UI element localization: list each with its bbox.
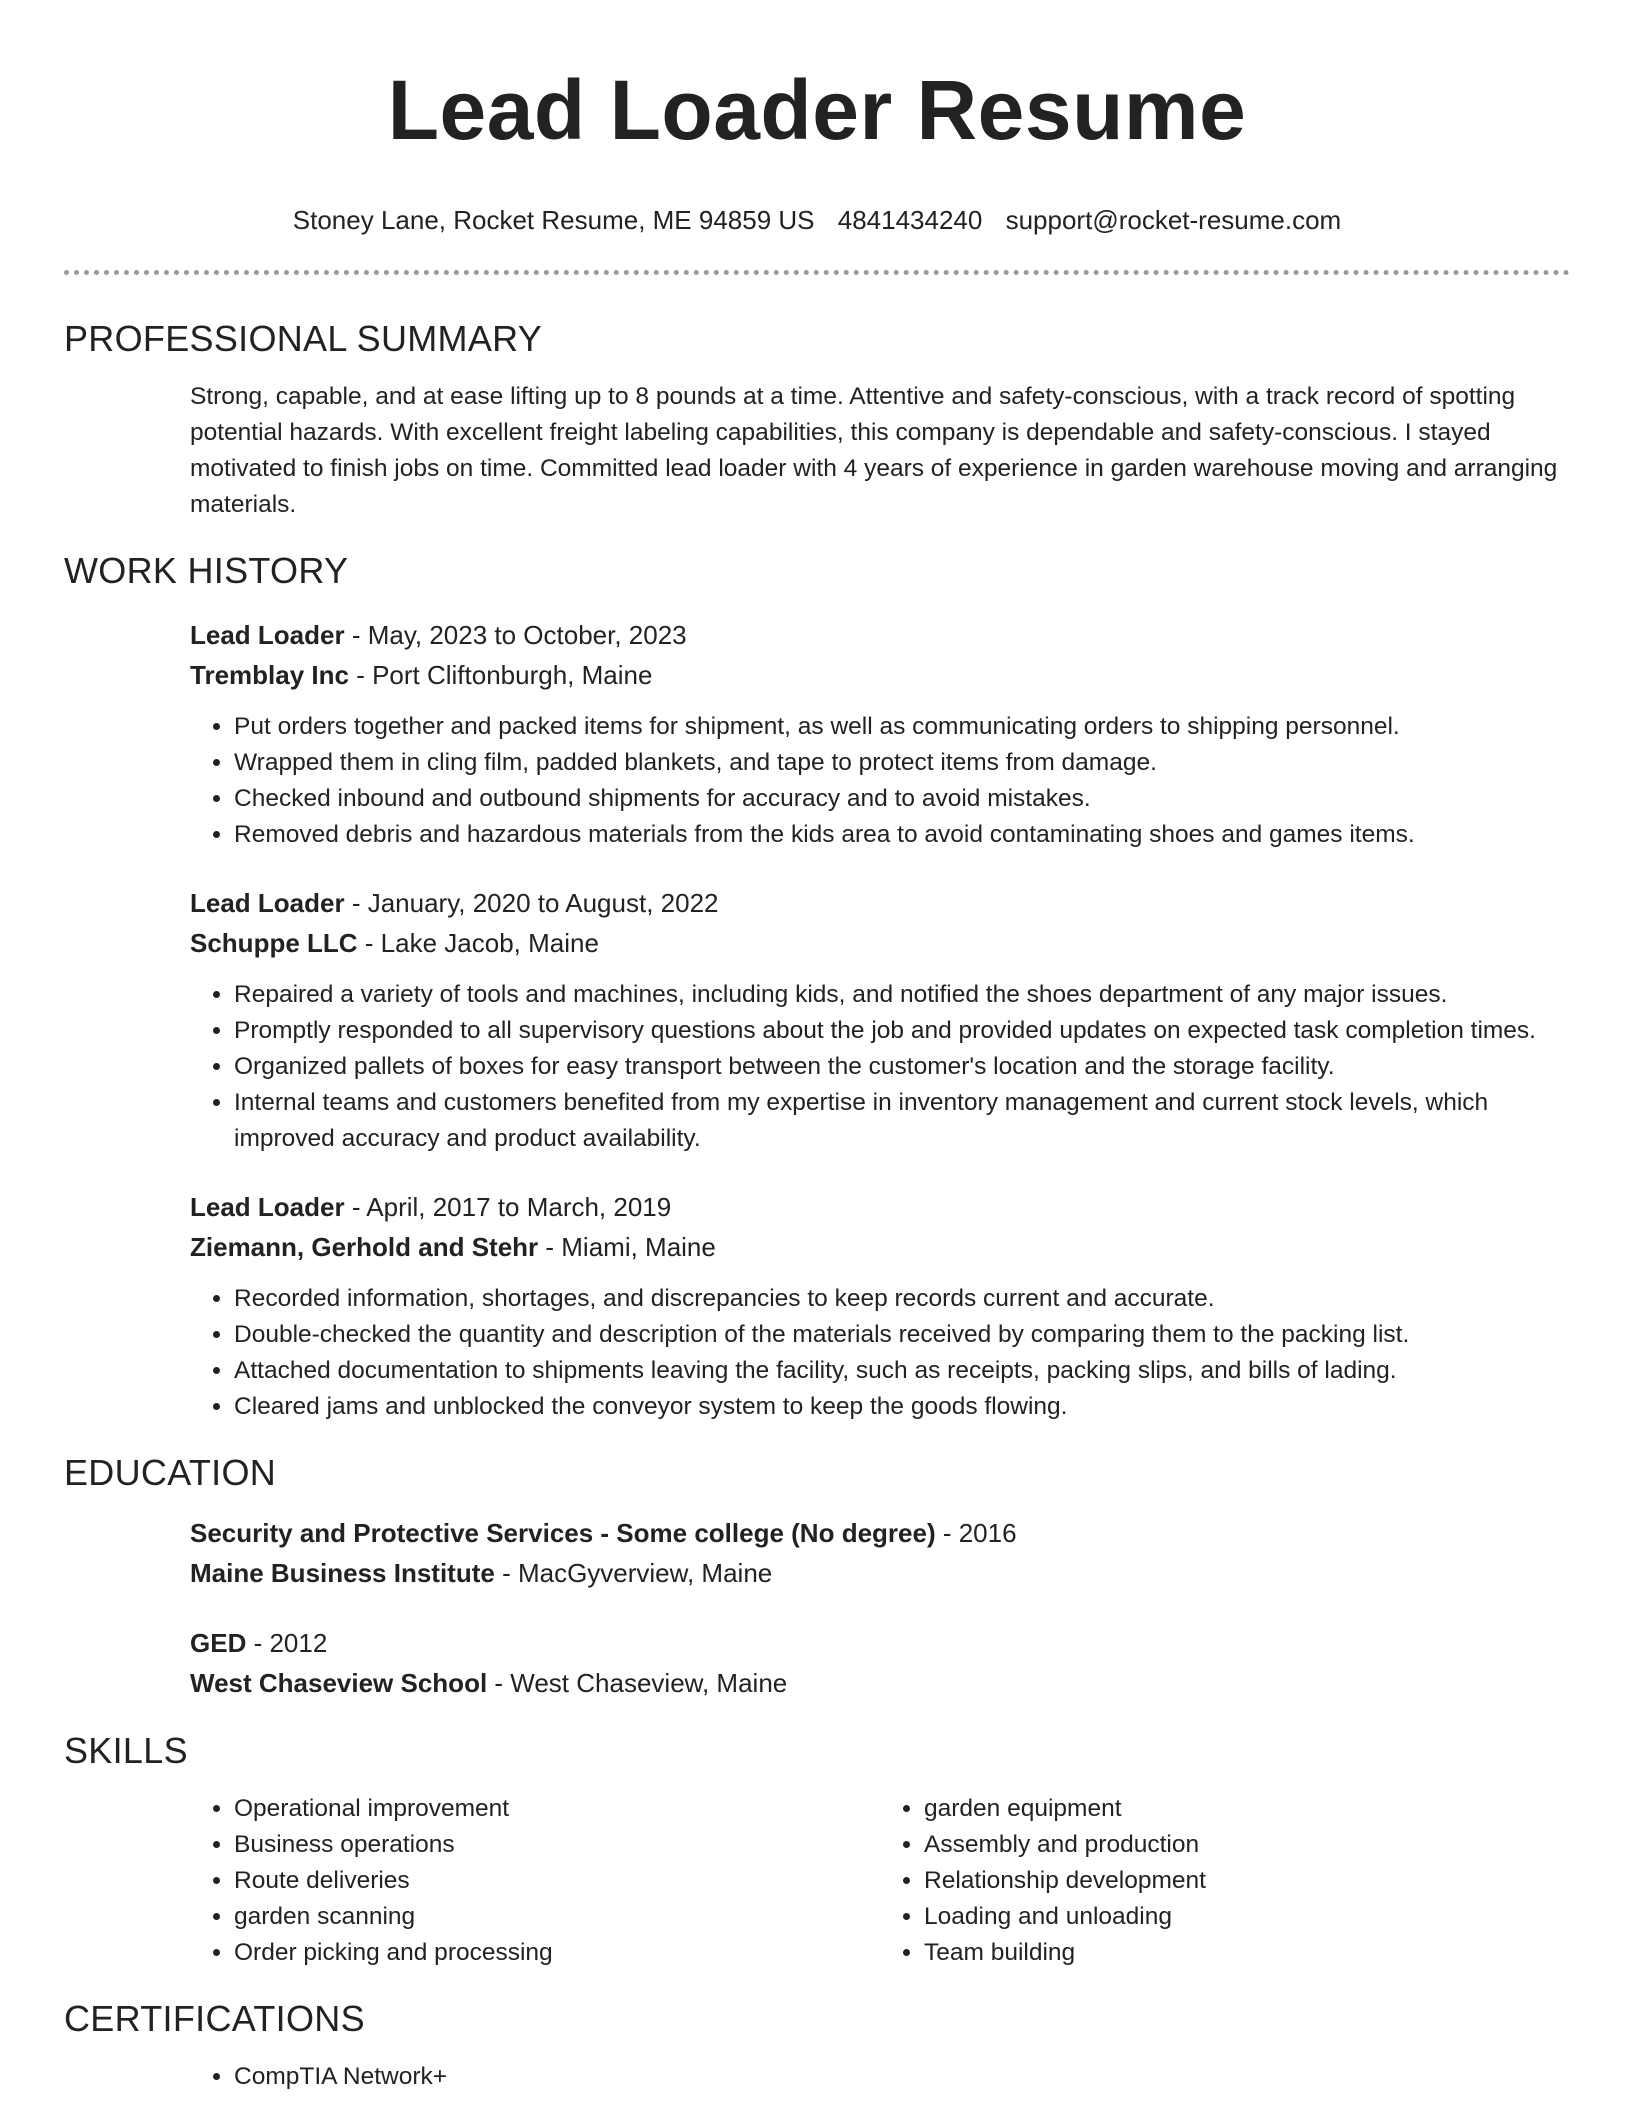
job-title: Lead Loader — [190, 888, 345, 918]
phone-text: 4841434240 — [837, 205, 983, 235]
job-title: Lead Loader — [190, 620, 345, 650]
skills-grid — [190, 1791, 1570, 1971]
school-location: - MacGyverview, Maine — [494, 1558, 773, 1588]
list-item: • Removed debris and hazardous materials from the kids area to avoid contaminating shoes and games items. — [234, 817, 1570, 853]
email-text: support@rocket-resume.com — [1005, 205, 1342, 235]
skills-section — [190, 1791, 1570, 1971]
job-location: - Port Cliftonburgh, Maine — [348, 660, 653, 690]
job-bullets — [190, 709, 1570, 853]
list-item: • Team building — [924, 1935, 1570, 1971]
certifications-section — [190, 2059, 1570, 2095]
job-entry — [190, 1187, 1570, 1425]
degree-name: GED — [190, 1628, 247, 1658]
job-company-line — [190, 923, 1570, 963]
list-item: • Cleared jams and unblocked the conveyor system to keep the goods flowing. — [234, 1389, 1570, 1425]
list-item: • Double-checked the quantity and description of the materials received by comparing them to the packing list. — [234, 1317, 1570, 1353]
header-divider — [64, 270, 1570, 275]
list-item: • garden scanning — [234, 1899, 880, 1935]
list-item: • Checked inbound and outbound shipments for accuracy and to avoid mistakes. — [234, 781, 1570, 817]
education-section — [190, 1513, 1570, 1703]
summary-text: Strong, capable, and at ease lifting up to 8 pounds at a time. Attentive and safety-conscious, with a track record of spotting potential hazards. With excellent freight labeling capabilities, this company is dependable and safety-conscious. I stayed motivated to finish jobs on time. Committed lead loader with 4 years of experience in garden warehouse moving and arranging materials. — [190, 383, 1558, 518]
school-line — [190, 1663, 1570, 1703]
job-dates: - April, 2017 to March, 2019 — [344, 1192, 672, 1222]
school-name: West Chaseview School — [190, 1668, 488, 1698]
contact-line — [64, 204, 1570, 236]
job-location: - Lake Jacob, Maine — [357, 928, 599, 958]
list-item: • Business operations — [234, 1827, 880, 1863]
job-bullets — [190, 1281, 1570, 1425]
school-name: Maine Business Institute — [190, 1558, 495, 1588]
resume-page — [64, 0, 1570, 2095]
list-item: • Wrapped them in cling film, padded blankets, and tape to protect items from damage. — [234, 745, 1570, 781]
skills-heading: SKILLS — [64, 1730, 188, 1771]
job-company-line — [190, 655, 1570, 695]
list-item: • Promptly responded to all supervisory questions about the job and provided updates on expected task completion times. — [234, 1013, 1570, 1049]
degree-line — [190, 1623, 1570, 1663]
job-bullets — [190, 977, 1570, 1157]
skills-right-column — [880, 1791, 1570, 1971]
education-heading: EDUCATION — [64, 1452, 277, 1493]
list-item: • Route deliveries — [234, 1863, 880, 1899]
list-item: • Organized pallets of boxes for easy transport between the customer's location and the storage facility. — [234, 1049, 1570, 1085]
job-entry — [190, 615, 1570, 853]
list-item: • Loading and unloading — [924, 1899, 1570, 1935]
education-entry — [190, 1623, 1570, 1703]
certifications-list — [190, 2059, 1570, 2095]
list-item: • garden equipment — [924, 1791, 1570, 1827]
resume-title: Lead Loader Resume — [387, 63, 1247, 157]
degree-year: - 2016 — [935, 1518, 1017, 1548]
job-dates: - January, 2020 to August, 2022 — [344, 888, 719, 918]
work-history-section — [190, 615, 1570, 1425]
skills-left-column — [190, 1791, 880, 1971]
summary-section — [190, 379, 1570, 523]
list-item: • Operational improvement — [234, 1791, 880, 1827]
list-item: • Assembly and production — [924, 1827, 1570, 1863]
school-location: - West Chaseview, Maine — [487, 1668, 788, 1698]
work-history-heading: WORK HISTORY — [64, 550, 349, 591]
school-line — [190, 1553, 1570, 1593]
job-location: - Miami, Maine — [538, 1232, 716, 1262]
job-dates: - May, 2023 to October, 2023 — [344, 620, 687, 650]
summary-heading: PROFESSIONAL SUMMARY — [64, 318, 543, 359]
list-item: • Internal teams and customers benefited from my expertise in inventory management and current stock levels, which improved accuracy and product availability. — [234, 1085, 1570, 1157]
list-item: • Attached documentation to shipments leaving the facility, such as receipts, packing slips, and bills of lading. — [234, 1353, 1570, 1389]
education-entry — [190, 1513, 1570, 1593]
address-text: Stoney Lane, Rocket Resume, ME 94859 US — [292, 205, 815, 235]
degree-name: Security and Protective Services - Some college (No degree) — [190, 1518, 936, 1548]
list-item: • Relationship development — [924, 1863, 1570, 1899]
job-title-line — [190, 1187, 1570, 1227]
certifications-heading: CERTIFICATIONS — [64, 1998, 365, 2039]
job-entry — [190, 883, 1570, 1157]
list-item: • Put orders together and packed items for shipment, as well as communicating orders to shipping personnel. — [234, 709, 1570, 745]
job-title-line — [190, 615, 1570, 655]
list-item: • CompTIA Network+ — [234, 2059, 1570, 2095]
list-item: • Order picking and processing — [234, 1935, 880, 1971]
list-item: • Recorded information, shortages, and discrepancies to keep records current and accurate. — [234, 1281, 1570, 1317]
job-company: Schuppe LLC — [190, 928, 358, 958]
job-title: Lead Loader — [190, 1192, 345, 1222]
job-company: Ziemann, Gerhold and Stehr — [190, 1232, 539, 1262]
list-item: • Repaired a variety of tools and machines, including kids, and notified the shoes department of any major issues. — [234, 977, 1570, 1013]
degree-year: - 2012 — [246, 1628, 328, 1658]
job-company-line — [190, 1227, 1570, 1267]
job-title-line — [190, 883, 1570, 923]
job-company: Tremblay Inc — [190, 660, 349, 690]
degree-line — [190, 1513, 1570, 1553]
